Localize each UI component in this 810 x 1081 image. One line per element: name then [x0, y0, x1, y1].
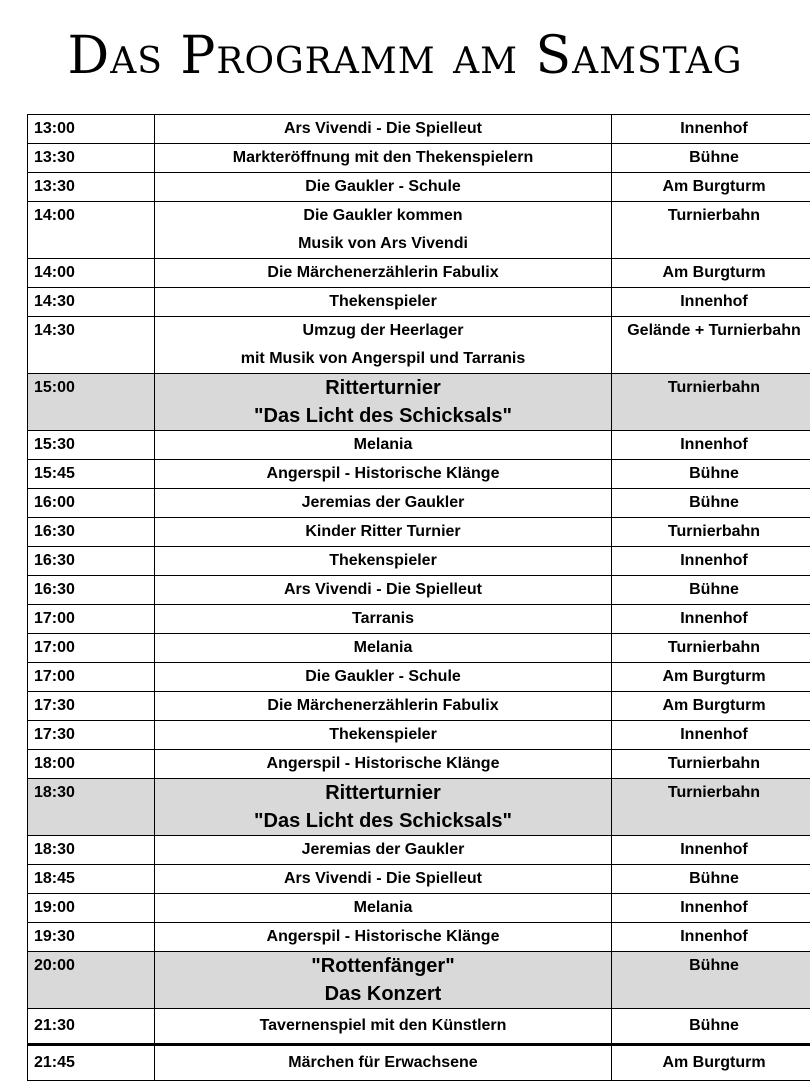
schedule-row	[28, 894, 810, 923]
schedule-row	[28, 923, 810, 952]
event-cell	[155, 865, 612, 894]
time-text: 17:00	[34, 634, 154, 662]
place-text: Turnierbahn	[612, 750, 810, 778]
page-title: Das Programm am Samstag	[0, 26, 810, 86]
event-text: Musik von Ars Vivendi	[155, 230, 611, 258]
place-text: Am Burgturm	[612, 259, 810, 287]
schedule-body	[28, 115, 810, 1081]
place-cell	[612, 836, 810, 865]
event-text: Ritterturnier	[155, 779, 611, 807]
schedule-row	[28, 605, 810, 634]
time-text: 13:00	[34, 115, 154, 143]
place-text: Bühne	[612, 144, 810, 172]
event-text: "Das Licht des Schicksals"	[155, 807, 611, 835]
time-text: 17:30	[34, 721, 154, 749]
time-cell	[28, 317, 155, 374]
event-text: Tarranis	[155, 605, 611, 633]
schedule-row	[28, 374, 810, 431]
time-text: 17:30	[34, 692, 154, 720]
time-cell	[28, 460, 155, 489]
event-text: mit Musik von Angerspil und Tarranis	[155, 345, 611, 373]
event-cell	[155, 721, 612, 750]
event-text: Kinder Ritter Turnier	[155, 518, 611, 546]
schedule-row	[28, 144, 810, 173]
event-cell	[155, 317, 612, 374]
schedule-row	[28, 173, 810, 202]
event-cell	[155, 692, 612, 721]
time-text: 16:30	[34, 518, 154, 546]
place-text: Am Burgturm	[612, 173, 810, 201]
schedule-row	[28, 1045, 810, 1081]
event-text: Angerspil - Historische Klänge	[155, 923, 611, 951]
place-text: Innenhof	[612, 836, 810, 864]
time-text: 15:30	[34, 431, 154, 459]
schedule-row	[28, 202, 810, 259]
time-cell	[28, 836, 155, 865]
event-text: Ars Vivendi - Die Spielleut	[155, 115, 611, 143]
place-cell	[612, 721, 810, 750]
event-cell	[155, 547, 612, 576]
time-cell	[28, 431, 155, 460]
place-cell	[612, 173, 810, 202]
schedule-row	[28, 750, 810, 779]
place-cell	[612, 923, 810, 952]
schedule-row	[28, 952, 810, 1009]
time-text: 13:30	[34, 144, 154, 172]
place-text: Innenhof	[612, 115, 810, 143]
place-text: Innenhof	[612, 288, 810, 316]
event-cell	[155, 894, 612, 923]
time-cell	[28, 634, 155, 663]
event-cell	[155, 288, 612, 317]
time-cell	[28, 374, 155, 431]
time-text: 17:00	[34, 605, 154, 633]
place-text: Turnierbahn	[612, 202, 810, 230]
event-cell	[155, 836, 612, 865]
place-text: Turnierbahn	[612, 518, 810, 546]
time-text: 17:00	[34, 663, 154, 691]
schedule-row	[28, 288, 810, 317]
place-cell	[612, 952, 810, 1009]
time-cell	[28, 173, 155, 202]
event-cell	[155, 202, 612, 259]
place-cell	[612, 894, 810, 923]
schedule-row	[28, 1009, 810, 1045]
event-cell	[155, 634, 612, 663]
place-cell	[612, 663, 810, 692]
time-cell	[28, 1009, 155, 1045]
schedule-row	[28, 634, 810, 663]
event-text: Thekenspieler	[155, 547, 611, 575]
event-cell	[155, 1045, 612, 1081]
time-cell	[28, 489, 155, 518]
schedule-row	[28, 460, 810, 489]
place-text: Am Burgturm	[612, 663, 810, 691]
event-text: Märchen für Erwachsene	[155, 1046, 611, 1080]
event-cell	[155, 750, 612, 779]
event-cell	[155, 489, 612, 518]
event-cell	[155, 518, 612, 547]
event-cell	[155, 144, 612, 173]
time-cell	[28, 259, 155, 288]
time-cell	[28, 288, 155, 317]
place-cell	[612, 317, 810, 374]
place-cell	[612, 1045, 810, 1081]
place-text: Innenhof	[612, 547, 810, 575]
time-cell	[28, 750, 155, 779]
time-cell	[28, 144, 155, 173]
time-cell	[28, 721, 155, 750]
time-cell	[28, 865, 155, 894]
place-text: Am Burgturm	[612, 1046, 810, 1080]
time-text: 19:30	[34, 923, 154, 951]
time-text: 18:30	[34, 836, 154, 864]
event-text: Die Märchenerzählerin Fabulix	[155, 692, 611, 720]
event-cell	[155, 374, 612, 431]
place-cell	[612, 692, 810, 721]
event-cell	[155, 779, 612, 836]
time-text: 15:45	[34, 460, 154, 488]
place-text: Bühne	[612, 576, 810, 604]
event-text: Jeremias der Gaukler	[155, 489, 611, 517]
event-cell	[155, 431, 612, 460]
schedule-row	[28, 518, 810, 547]
place-cell	[612, 144, 810, 173]
time-text: 21:45	[34, 1046, 154, 1080]
time-text: 13:30	[34, 173, 154, 201]
place-text: Innenhof	[612, 721, 810, 749]
place-cell	[612, 259, 810, 288]
event-text: Die Märchenerzählerin Fabulix	[155, 259, 611, 287]
time-text: 16:30	[34, 576, 154, 604]
place-cell	[612, 865, 810, 894]
time-text: 14:00	[34, 202, 154, 230]
place-cell	[612, 202, 810, 259]
place-cell	[612, 460, 810, 489]
time-text: 19:00	[34, 894, 154, 922]
time-text: 20:00	[34, 952, 154, 980]
schedule-row	[28, 721, 810, 750]
schedule-row	[28, 836, 810, 865]
time-text: 18:45	[34, 865, 154, 893]
time-text: 18:00	[34, 750, 154, 778]
time-cell	[28, 518, 155, 547]
place-text: Turnierbahn	[612, 634, 810, 662]
schedule-row	[28, 317, 810, 374]
event-text: Melania	[155, 431, 611, 459]
event-text: Markteröffnung mit den Thekenspielern	[155, 144, 611, 172]
event-cell	[155, 952, 612, 1009]
event-text: "Rottenfänger"	[155, 952, 611, 980]
event-text: Jeremias der Gaukler	[155, 836, 611, 864]
place-text: Innenhof	[612, 894, 810, 922]
time-cell	[28, 605, 155, 634]
schedule-row	[28, 663, 810, 692]
time-text: 16:00	[34, 489, 154, 517]
place-cell	[612, 605, 810, 634]
place-text: Innenhof	[612, 605, 810, 633]
place-cell	[612, 489, 810, 518]
time-cell	[28, 576, 155, 605]
schedule-row	[28, 115, 810, 144]
place-cell	[612, 115, 810, 144]
schedule-row	[28, 779, 810, 836]
schedule-row	[28, 489, 810, 518]
event-text: Die Gaukler - Schule	[155, 173, 611, 201]
time-cell	[28, 894, 155, 923]
place-cell	[612, 779, 810, 836]
event-text: Angerspil - Historische Klänge	[155, 460, 611, 488]
schedule-row	[28, 865, 810, 894]
event-text: Tavernenspiel mit den Künstlern	[155, 1009, 611, 1043]
time-text: 14:00	[34, 259, 154, 287]
place-cell	[612, 374, 810, 431]
event-cell	[155, 576, 612, 605]
event-cell	[155, 259, 612, 288]
place-cell	[612, 576, 810, 605]
event-cell	[155, 605, 612, 634]
event-text: Die Gaukler kommen	[155, 202, 611, 230]
schedule-row	[28, 576, 810, 605]
place-text: Bühne	[612, 952, 810, 980]
place-cell	[612, 750, 810, 779]
place-cell	[612, 518, 810, 547]
place-text: Am Burgturm	[612, 692, 810, 720]
event-text: Thekenspieler	[155, 288, 611, 316]
place-text: Bühne	[612, 1009, 810, 1043]
place-text: Turnierbahn	[612, 374, 810, 402]
event-text: Ritterturnier	[155, 374, 611, 402]
event-text: Ars Vivendi - Die Spielleut	[155, 576, 611, 604]
event-cell	[155, 173, 612, 202]
event-text: Angerspil - Historische Klänge	[155, 750, 611, 778]
event-text: "Das Licht des Schicksals"	[155, 402, 611, 430]
event-text: Thekenspieler	[155, 721, 611, 749]
event-text: Ars Vivendi - Die Spielleut	[155, 865, 611, 893]
place-text: Innenhof	[612, 431, 810, 459]
event-text: Umzug der Heerlager	[155, 317, 611, 345]
event-text: Melania	[155, 634, 611, 662]
place-text: Innenhof	[612, 923, 810, 951]
schedule-row	[28, 692, 810, 721]
schedule-row	[28, 431, 810, 460]
time-cell	[28, 692, 155, 721]
time-text: 15:00	[34, 374, 154, 402]
schedule-row	[28, 547, 810, 576]
time-cell	[28, 663, 155, 692]
time-cell	[28, 952, 155, 1009]
place-text: Bühne	[612, 460, 810, 488]
place-cell	[612, 547, 810, 576]
time-text: 18:30	[34, 779, 154, 807]
time-cell	[28, 779, 155, 836]
event-cell	[155, 115, 612, 144]
place-text: Gelände + Turnierbahn	[612, 317, 810, 345]
place-text: Turnierbahn	[612, 779, 810, 807]
place-cell	[612, 634, 810, 663]
time-cell	[28, 115, 155, 144]
event-cell	[155, 460, 612, 489]
place-cell	[612, 1009, 810, 1045]
time-text: 14:30	[34, 288, 154, 316]
place-cell	[612, 288, 810, 317]
time-cell	[28, 202, 155, 259]
time-text: 21:30	[34, 1009, 154, 1043]
event-text: Das Konzert	[155, 980, 611, 1008]
place-cell	[612, 431, 810, 460]
schedule-row	[28, 259, 810, 288]
event-text: Die Gaukler - Schule	[155, 663, 611, 691]
place-text: Bühne	[612, 865, 810, 893]
time-cell	[28, 1045, 155, 1081]
time-text: 14:30	[34, 317, 154, 345]
event-cell	[155, 923, 612, 952]
time-cell	[28, 923, 155, 952]
event-cell	[155, 1009, 612, 1045]
place-text: Bühne	[612, 489, 810, 517]
time-cell	[28, 547, 155, 576]
event-text: Melania	[155, 894, 611, 922]
time-text: 16:30	[34, 547, 154, 575]
event-cell	[155, 663, 612, 692]
schedule-table	[27, 114, 810, 1081]
